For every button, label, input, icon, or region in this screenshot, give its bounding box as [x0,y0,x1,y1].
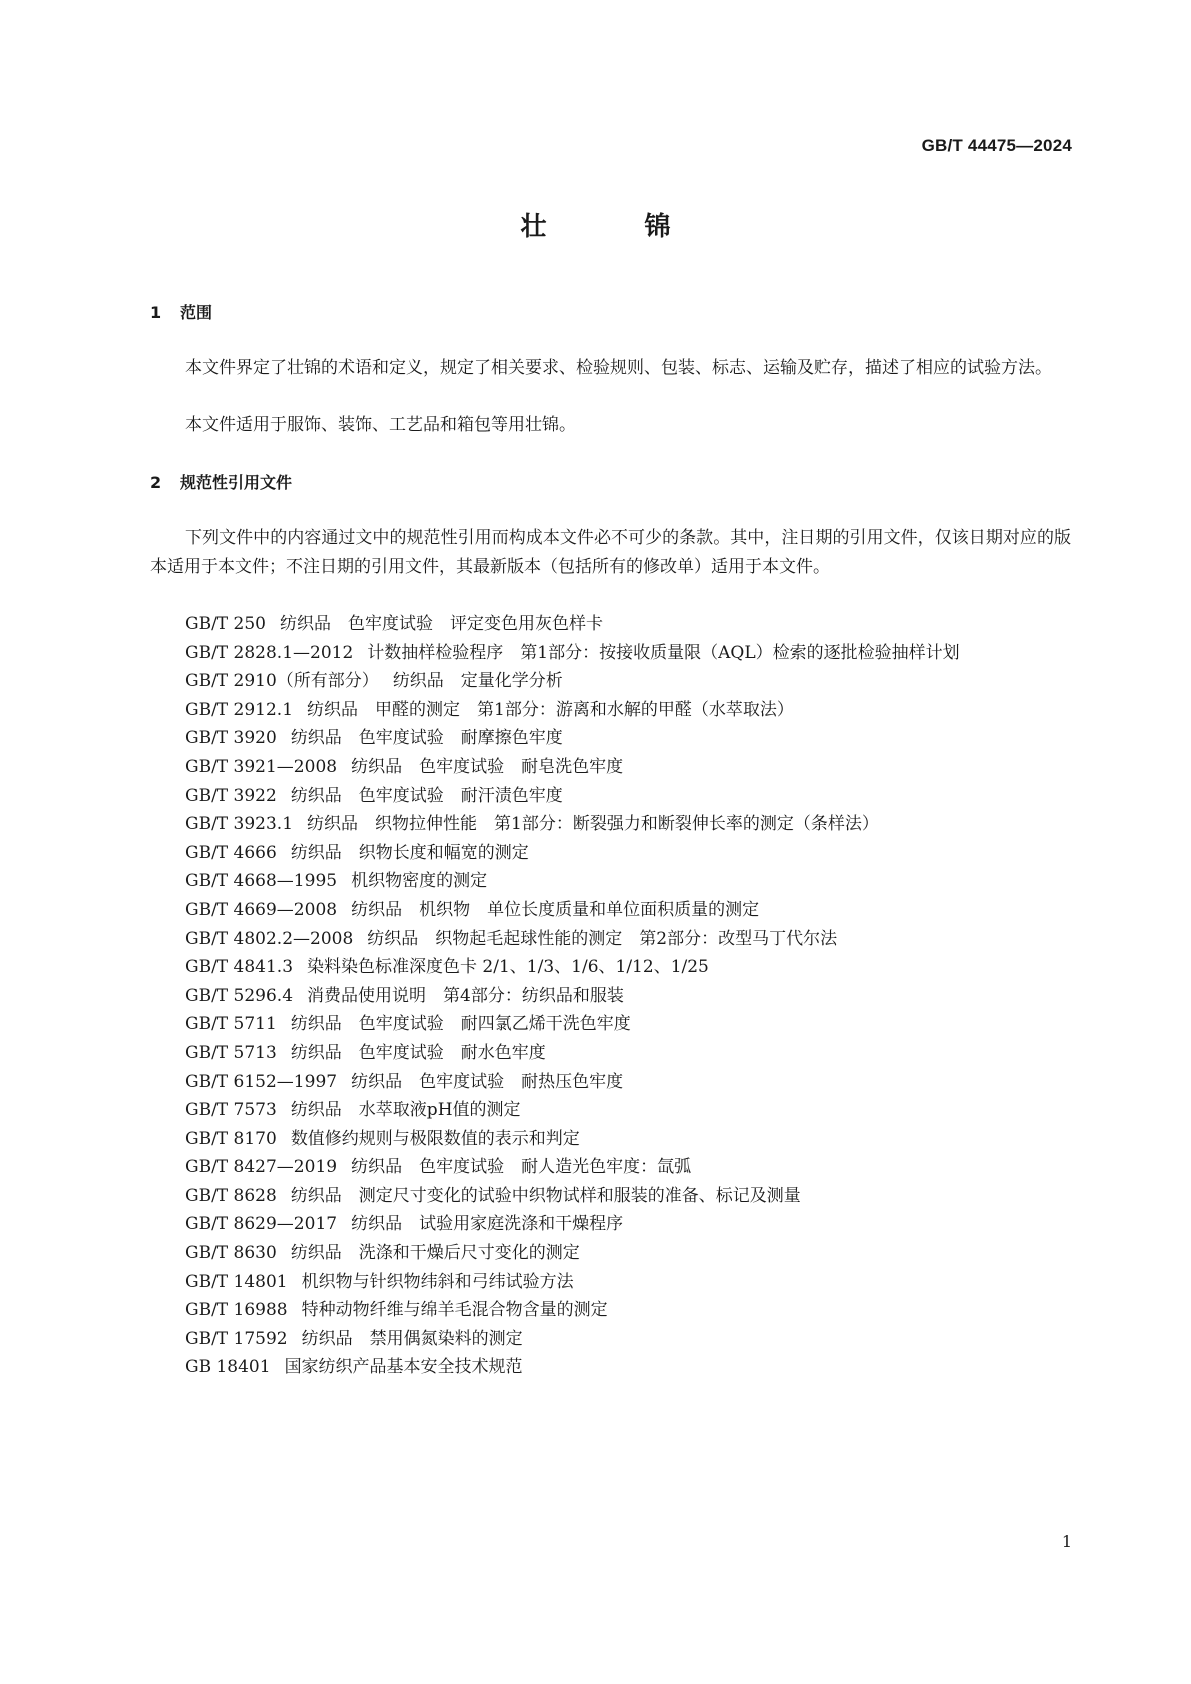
reference-item [150,1239,1071,1268]
reference-title: 纺织品 机织物 单位长度质量和单位面积质量的测定 [351,899,760,920]
reference-code: GB/T 8170 [185,1128,277,1149]
reference-item [150,1210,1071,1239]
document-title [0,206,1191,243]
reference-item [150,1125,1071,1154]
reference-code: GB/T 6152—1997 [185,1071,338,1092]
reference-item [150,753,1071,782]
reference-item [150,1096,1071,1125]
reference-item [150,1325,1071,1354]
reference-code: GB/T 3923.1 [185,814,294,835]
reference-title: 纺织品 色牢度试验 耐皂洗色牢度 [351,756,624,777]
reference-title: 纺织品 织物起毛起球性能的测定 第2部分：改型马丁代尔法 [367,928,838,949]
reference-code: GB/T 3922 [185,785,277,806]
reference-title: 计数抽样检验程序 第1部分：按接收质量限（AQL）检索的逐批检验抽样计划 [367,642,960,663]
reference-item [150,1010,1071,1039]
reference-title: 纺织品 色牢度试验 耐热压色牢度 [351,1071,624,1092]
document-title-char-2: 锦 [644,212,671,242]
reference-title: 纺织品 色牢度试验 耐汗渍色牢度 [290,785,563,806]
reference-item [150,724,1071,753]
reference-title: 纺织品 洗涤和干燥后尺寸变化的测定 [290,1243,580,1264]
reference-code: GB/T 2828.1—2012 [185,642,354,663]
reference-item [150,1153,1071,1182]
reference-title: 纺织品 测定尺寸变化的试验中织物试样和服装的准备、标记及测量 [290,1185,801,1206]
section-1-paragraph-2: 本文件适用于服饰、装饰、工艺品和箱包等用壮锦。 [185,415,576,435]
reference-item [150,639,1071,668]
reference-title: 纺织品 色牢度试验 耐人造光色牢度：氙弧 [351,1157,692,1178]
reference-title: 机织物与针织物纬斜和弓纬试验方法 [301,1271,574,1292]
reference-item [150,839,1071,868]
reference-title: 消费品使用说明 第4部分：纺织品和服装 [307,985,624,1006]
reference-list [150,610,1071,1382]
reference-code: GB/T 5711 [185,1014,277,1035]
reference-code: GB/T 4669—2008 [185,899,338,920]
section-1-number: 1 [150,303,162,322]
reference-code: GB/T 5713 [185,1042,277,1063]
reference-title: 特种动物纤维与绵羊毛混合物含量的测定 [301,1300,608,1321]
reference-code: GB/T 4802.2—2008 [185,928,354,949]
reference-item [150,1039,1071,1068]
reference-title: 染料染色标准深度色卡 2/1、1/3、1/6、1/12、1/25 [307,957,709,978]
reference-title: 纺织品 试验用家庭洗涤和干燥程序 [351,1214,624,1235]
reference-title: 纺织品 色牢度试验 评定变色用灰色样卡 [280,614,603,634]
reference-item [150,1268,1071,1297]
reference-code: GB/T 4841.3 [185,957,294,978]
page-number: 1 [1061,1532,1072,1551]
reference-code: GB/T 7573 [185,1100,277,1121]
reference-item [150,867,1071,896]
section-2-title: 规范性引用文件 [180,473,293,492]
section-1-heading [150,300,212,323]
reference-code: GB/T 5296.4 [185,985,294,1006]
reference-code: GB/T 2910（所有部分） [185,671,379,692]
reference-code: GB/T 3921—2008 [185,756,338,777]
reference-title: 纺织品 禁用偶氮染料的测定 [301,1328,523,1349]
reference-title: 数值修约规则与极限数值的表示和判定 [290,1128,580,1149]
reference-title: 纺织品 色牢度试验 耐水色牢度 [290,1042,546,1063]
reference-item [150,610,1071,639]
section-2-heading [150,470,292,493]
reference-item [150,982,1071,1011]
reference-code: GB/T 4668—1995 [185,871,338,892]
section-1-title: 范围 [180,303,213,322]
reference-title: 国家纺织产品基本安全技术规范 [284,1357,523,1378]
reference-item [150,696,1071,725]
reference-title: 纺织品 色牢度试验 耐摩擦色牢度 [290,728,563,749]
reference-code: GB/T 8628 [185,1185,277,1206]
section-2-number: 2 [150,473,162,492]
reference-code: GB/T 8427—2019 [185,1157,338,1178]
reference-item [150,1068,1071,1097]
reference-code: GB/T 8630 [185,1243,277,1264]
document-title-char-1: 壮 [520,212,547,242]
reference-item [150,782,1071,811]
reference-title: 纺织品 甲醛的测定 第1部分：游离和水解的甲醛（水萃取法） [307,699,794,720]
reference-item [150,925,1071,954]
reference-code: GB/T 17592 [185,1328,288,1349]
reference-title: 纺织品 水萃取液pH值的测定 [290,1100,521,1121]
reference-title: 机织物密度的测定 [351,871,488,892]
reference-item [150,1182,1071,1211]
reference-code: GB/T 14801 [185,1271,288,1292]
reference-title: 纺织品 定量化学分析 [392,671,563,692]
reference-item [150,1353,1071,1382]
reference-code: GB 18401 [185,1357,271,1378]
reference-code: GB/T 8629—2017 [185,1214,338,1235]
reference-item [150,810,1071,839]
section-1-paragraph-1: 本文件界定了壮锦的术语和定义，规定了相关要求、检验规则、包装、标志、运输及贮存，描述了相应的试验方法。 [185,358,1052,378]
section-2-intro: 下列文件中的内容通过文中的规范性引用而构成本文件必不可少的条款。其中，注日期的引用文件，仅该日期对应的版本适用于本文件；不注日期的引用文件，其最新版本（包括所有的修改单）适用于本文件。 [150,528,1071,577]
reference-title: 纺织品 色牢度试验 耐四氯乙烯干洗色牢度 [290,1014,631,1035]
reference-item [150,896,1071,925]
reference-item [150,667,1071,696]
reference-item [150,1296,1071,1325]
standard-code: GB/T 44475—2024 [921,136,1072,155]
reference-code: GB/T 2912.1 [185,699,294,720]
reference-item [150,953,1071,982]
reference-code: GB/T 3920 [185,728,277,749]
reference-title: 纺织品 织物拉伸性能 第1部分：断裂强力和断裂伸长率的测定（条样法） [307,814,879,835]
reference-title: 纺织品 织物长度和幅宽的测定 [290,842,529,863]
reference-code: GB/T 16988 [185,1300,288,1321]
reference-code: GB/T 250 [185,614,266,634]
reference-code: GB/T 4666 [185,842,277,863]
